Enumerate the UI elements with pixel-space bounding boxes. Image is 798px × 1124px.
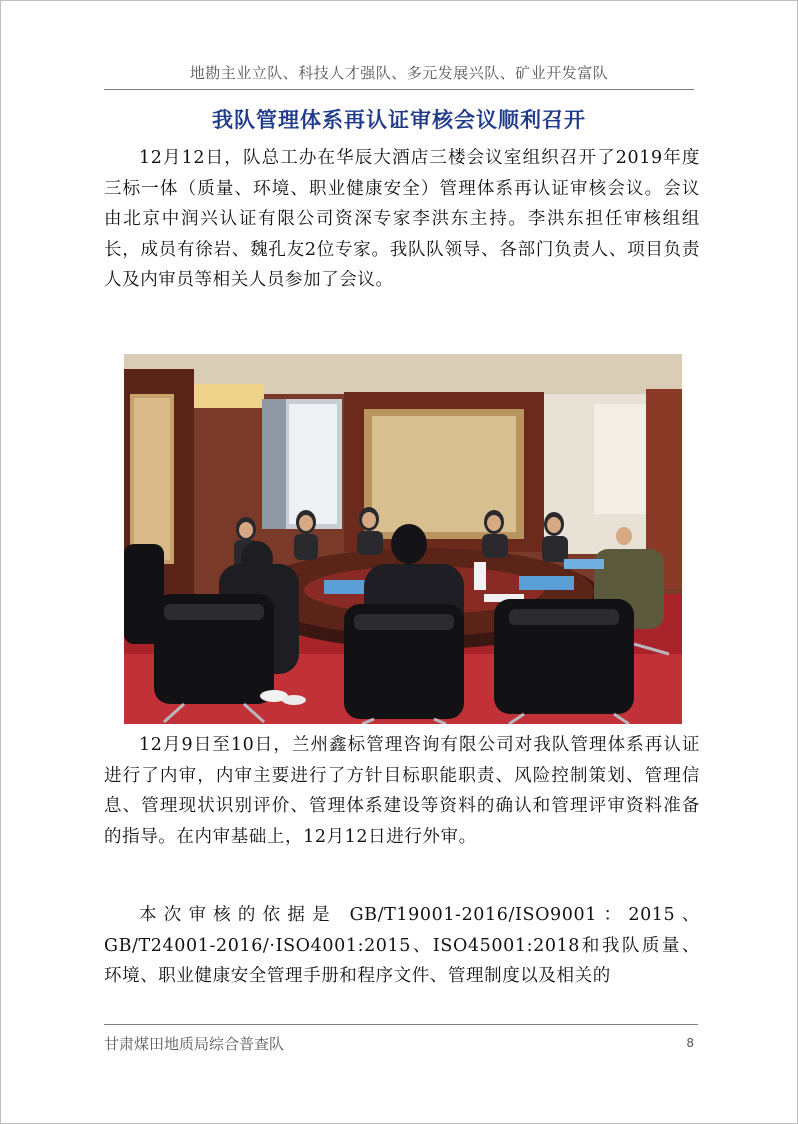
article-title: 我队管理体系再认证审核会议顺利召开 [212, 108, 586, 132]
header-divider [104, 89, 694, 90]
paragraph-3: 本次审核的依据是 GB/T19001-2016/ISO9001：2015、GB/T24001-2016/·ISO4001:2015、ISO45001:2018和我队质量、环境、职业健康安全管理手册和程序文件、管理制度以及相关的 [104, 905, 700, 986]
paragraph-1: 12月12日，队总工办在华辰大酒店三楼会议室组织召开了2019年度三标一体（质量、环境、职业健康安全）管理体系再认证审核会议。会议由北京中润兴认证有限公司资深专家李洪东主持。李洪东担任审核组组长，成员有徐岩、魏孔友2位专家。我队队领导、各部门负责人、项目负责人及内审员等相关人员参加了会议。 [104, 148, 700, 290]
footer-organization: 甘肃煤田地质局综合普查队 [104, 1035, 285, 1053]
meeting-photo-illustration [124, 354, 682, 724]
page-number: 8 [686, 1036, 694, 1050]
header-slogan: 地勘主业立队、科技人才强队、多元发展兴队、矿业开发富队 [189, 64, 609, 82]
meeting-photo [124, 354, 682, 724]
paragraph-2: 12月9日至10日，兰州鑫标管理咨询有限公司对我队管理体系再认证进行了内审，内审主要进行了方针目标职能职责、风险控制策划、管理信息、管理现状识别评价、管理体系建设等资料的确认和管理评审资料准备的指导。在内审基础上，12月12日进行外审。 [104, 735, 700, 847]
footer-divider [104, 1024, 698, 1025]
